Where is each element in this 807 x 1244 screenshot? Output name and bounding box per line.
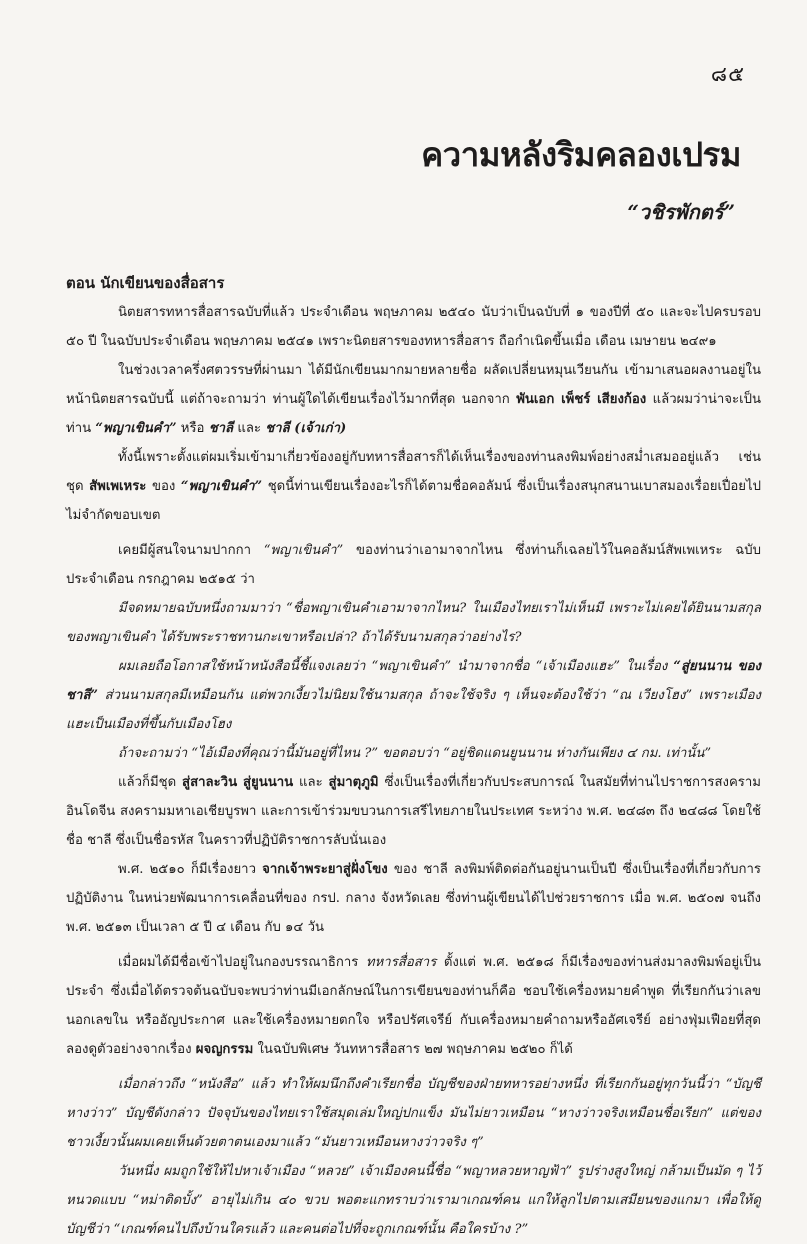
paragraph [66,1070,761,1157]
bold-text: ชาลี [208,421,234,436]
page-number: ๘๕ [710,62,745,86]
paragraph-list [66,298,761,1244]
article-body [66,268,761,1244]
paragraph [66,443,761,530]
paragraph [66,855,761,942]
text-run: และ [293,775,329,790]
bold-text: จากเจ้าพระยาสู่ฝั่งโขง [262,862,388,877]
bold-text: ชาลี (เจ้าเก่า) [265,421,347,436]
italic-text: “พญาเขินคำ” [263,543,344,558]
paragraph [66,768,761,855]
italic-text: เมื่อกล่าวถึง “หนังสือ” แล้ว ทำให้ผมนึกถึงคำเรียกชื่อ บัญชีของฝ่ายทหารอย่างหนึ่ง ที่เรียกกันอยู่ทุกวันนี้ว่า “บัญชีหางว่าว” บัญชีดังกล่าว ปัจจุบันของไทยเราใช้สมุดเล่มใหญ่ปกแข็ง มันไม่ยาวเหมือน “หางว่าวจริงเหมือนชื่อเรียก” แต่ของชาวเงี้ยวนั้นผมเคยเห็นด้วยตาตนเองมาแล้ว “มันยาวเหมือนหางว่าวจริง ๆ” [66,1077,761,1150]
bold-text: สัพเพเหระ [89,479,147,494]
text-run: ชุดนี้ท่านเขียนเรื่องอะไรก็ได้ตามชื่อคอลัมน์ ซึ่งเป็นเรื่องสนุกสนานเบาสมองเรื่อยเปื่อยไปไม่จำกัดขอบเขต [66,479,761,523]
italic-text: มีจดหมายฉบับหนึ่งถามมาว่า “ชื่อพญาเขินคำเอามาจากไหน? ในเมืองไทยเราไม่เห็นมี เพราะไม่เคยได้ยินนามสกุลของพญาเขินคำ ได้รับพระราชทานกะเขาหรือเปล่า? ถ้าได้รับนามสกุลว่าอย่างไร? [66,601,761,645]
text-run: ในช่วงเวลาครึ่งศตวรรษที่ผ่านมา ได้มีนักเขียนมากมายหลายชื่อ ผลัดเปลี่ยนหมุนเวียนกัน เข้ามาเสนอผลงานอยู่ในหน้านิตยสารฉบับนี้ แต่ถ้าจะถามว่า ท่านผู้ใดได้เขียนเรื่องไว้มากที่สุด นอกจาก [66,363,761,407]
text-run: ตั้งแต่ พ.ศ. ๒๕๑๘ ก็มีเรื่องของท่านส่งมาลงพิมพ์อยู่เป็นประจำ ซึ่งเมื่อได้ตรวจต้นฉบับจะพบว่าท่านมีเอกลักษณ์ในการเขียนของท่านก็คือ ชอบใช้เครื่องหมายคำพูด ที่เรียกกันว่าเลขนอกเลขใน หรืออัญประกาศ และใช้เครื่องหมายตกใจ หรือปรัศเจรีย์ กับเครื่องหมายคำถามหรืออัศเจรีย์ อย่างฟุ่มเฟือยที่สุด ลองดูตัวอย่างจากเรื่อง [66,955,761,1057]
paragraph [66,739,761,768]
text-run: ทั้งนี้เพราะตั้งแต่ผมเริ่มเข้ามาเกี่ยวข้องอยู่กับทหารสื่อสารก็ได้เห็นเรื่องของท่านลงพิมพ์อย่างสม่ำเสมออยู่แล้ว เช่น ชุด [66,450,761,494]
text-run: นิตยสารทหารสื่อสารฉบับที่แล้ว ประจำเดือน พฤษภาคม ๒๕๔๐ นับว่าเป็นฉบับที่ ๑ ของปีที่ ๕๐ และจะไปครบรอบ ๕๐ ปี ในฉบับประจำเดือน พฤษภาคม ๒๕๔๑ เพราะนิตยสารของทหารสื่อสาร ถือกำเนิดขึ้นเมื่อ เดือน เมษายน ๒๔๙๑ [66,305,761,349]
paragraph [66,356,761,443]
bold-text: สู่มาตุภูมิ [328,775,379,790]
section-heading: ตอน นักเขียนของสื่อสาร [66,274,225,292]
paragraph [66,1157,761,1244]
author-byline: “วชิรพักตร์” [627,200,735,224]
paragraph [66,536,761,594]
text-run: เคยมีผู้สนใจนามปากกา [118,543,264,558]
text-run: ของ [146,479,181,494]
text-run: ซึ่งเป็นเรื่องที่เกี่ยวกับประสบการณ์ ในสมัยที่ท่านไปราชการสงครามอินโดจีน สงครามมหาเอเชียบูรพา และการเข้าร่วมขบวนการเสรีไทยภายในประเทศ ระหว่าง พ.ศ. ๒๔๘๓ ถึง ๒๔๘๘ โดยใช้ ชื่อ ชาลี ซึ่งเป็นชื่อรหัส ในคราวที่ปฏิบัติราชการลับนั่นเอง [66,775,761,848]
italic-text: ส่วนนามสกุลมีเหมือนกัน แต่พวกเงี้ยวไม่นิยมใช้นามสกุล ถ้าจะใช้จริง ๆ เห็นจะต้องใช้ว่า “ณ เวียงโฮง” เพราะเมืองแฮะเป็นเมืองที่ขึ้นกับเมืองโฮง [66,688,761,732]
bold-text: สู่สาละวิน [182,775,238,790]
text-run: ในฉบับพิเศษ วันทหารสื่อสาร ๒๗ พฤษภาคม ๒๕๒๐ ก็ได้ [253,1042,573,1057]
text-run: ของ ชาลี ลงพิมพ์ติดต่อกันอยู่นานเป็นปี ซึ่งเป็นเรื่องที่เกี่ยวกับการปฏิบัติงาน ในหน่วยพัฒนาการเคลื่อนที่ของ กรป. กลาง จังหวัดเลย ซึ่งท่านผู้เขียนได้ไปช่วยราชการ เมื่อ พ.ศ. ๒๕๐๗ จนถึง พ.ศ. ๒๕๑๓ เป็นเวลา ๕ ปี ๔ เดือน กับ ๑๔ วัน [66,862,761,935]
text-run: ของท่านว่าเอามาจากไหน ซึ่งท่านก็เฉลยไว้ในคอลัมน์สัพเพเหระ ฉบับประจำเดือน กรกฎาคม ๒๕๑๕ ว่า [66,543,761,587]
bold-text: “สู่ยนนาน ของชาลี” [66,659,761,703]
text-run: แล้วผมว่าน่าจะเป็นท่าน [66,392,761,436]
article-title: ความหลังริมคลองเปรม [421,135,741,174]
text-run: พ.ศ. ๒๕๑๐ ก็มีเรื่องยาว [118,862,263,877]
italic-text: ผมเลยถือโอกาสใช้หน้าหนังสือนี้ชี้แจงเลยว่า “พญาเขินคำ” นำมาจากชื่อ “เจ้าเมืองแฮะ” ในเรื่อง [118,659,674,674]
italic-text: ทหารสื่อสาร [365,955,437,970]
bold-text: “พญาเขินคำ” [180,479,263,494]
bold-text: ผจญกรรม [195,1042,254,1057]
italic-text: ถ้าจะถามว่า “ไอ้เมืองที่คุณว่านี้มันอยู่ที่ไหน ?” ขอตอบว่า “อยู่ชิดแดนยูนนาน ห่างกันเพียง ๔ กม. เท่านั้น” [118,746,712,761]
bold-text: พันเอก เพ็ชร์ เสียงก้อง [516,392,647,407]
text-run: เมื่อผมได้มีชื่อเข้าไปอยู่ในกองบรรณาธิการ [118,955,366,970]
paragraph [66,298,761,356]
text-run: แล้วก็มีชุด [118,775,183,790]
bold-text: “พญาเขินคำ” [95,421,177,436]
paragraph [66,948,761,1064]
paragraph [66,652,761,739]
text-run: หรือ [176,421,209,436]
paragraph [66,594,761,652]
text-run: และ [233,421,266,436]
bold-text: สู่ยูนนาน [242,775,294,790]
italic-text: วันหนึ่ง ผมถูกใช้ให้ไปหาเจ้าเมือง “หลวย” เจ้าเมืองคนนี้ชื่อ “พญาหลวยหาญฟ้า” รูปร่างสูงใหญ่ กล้ามเป็นมัด ๆ ไว้หนวดแบบ “หม่าติดบั้ง” อายุไม่เกิน ๔๐ ขวบ พอตะแกทราบว่าเรามาเกณฑ์คน แกให้ลูกไปตามเสมียนของแกมา เพื่อให้ดูบัญชีว่า “เกณฑ์คนไปถึงบ้านใครแล้ว และคนต่อไปที่จะถูกเกณฑ์นั้น คือใครบ้าง ?” [66,1164,761,1237]
